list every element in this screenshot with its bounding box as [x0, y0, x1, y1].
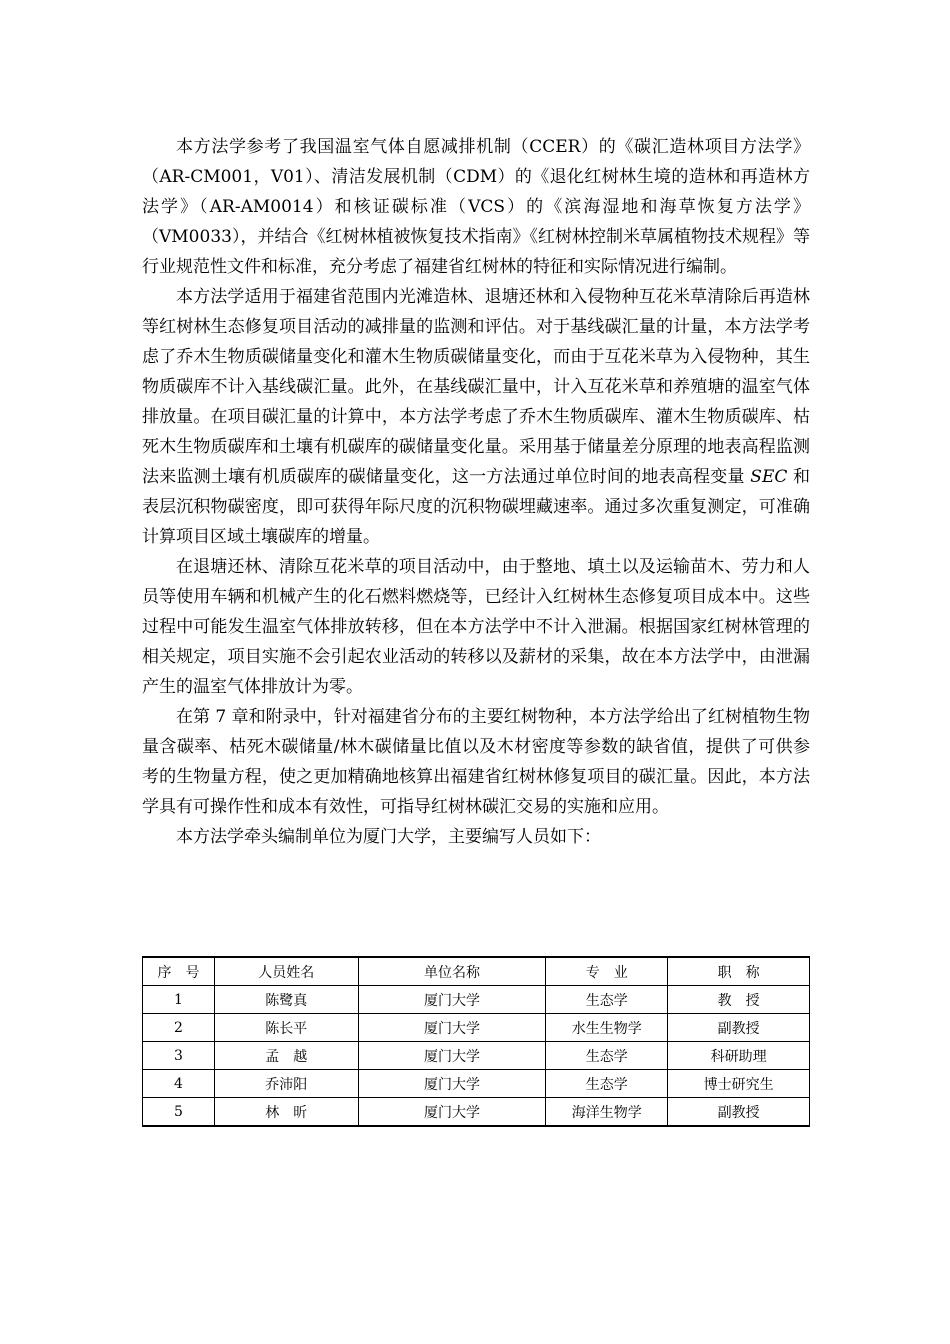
paragraph-leakage: 在退塘还林、清除互花米草的项目活动中，由于整地、填土以及运输苗木、劳力和人员等使用车辆和机械产生的化石燃料燃烧等，已经计入红树林生态修复项目成本中。这些过程中可能发生温室气体排放转移，但在本方法学中不计入泄漏。根据国家红树林管理的相关规定，项目实施不会引起农业活动的转移以及薪材的采集，故在本方法学中，由泄漏产生的温室气体排放计为零。 [142, 557, 810, 697]
cell-major: 生态学 [546, 1070, 668, 1098]
cell-title: 副教授 [668, 1098, 810, 1127]
cell-name: 孟 越 [214, 1042, 358, 1070]
authors-table [142, 956, 810, 1127]
cell-name: 乔沛阳 [214, 1070, 358, 1098]
cell-unit: 厦门大学 [358, 1098, 546, 1127]
table-row [143, 1098, 810, 1127]
scope-text-after: 和表层沉积物碳密度，即可获得年际尺度的沉积物碳埋藏速率。通过多次重复测定，可准确计算项目区域土壤碳库的增量。 [142, 467, 810, 547]
paragraph-references: 本方法学参考了我国温室气体自愿减排机制（CCER）的《碳汇造林项目方法学》（AR-CM001，V01）、清洁发展机制（CDM）的《退化红树林生境的造林和再造林方法学》（AR-AM0014）和核证碳标准（VCS）的《滨海湿地和海草恢复方法学》（VM0033），并结合《红树林植被恢复技术指南》《红树林控制米草属植物技术规程》等行业规范性文件和标准，充分考虑了福建省红树林的特征和实际情况进行编制。 [142, 137, 810, 277]
cell-major: 海洋生物学 [546, 1098, 668, 1127]
paragraph-scope [142, 282, 810, 552]
cell-unit: 厦门大学 [358, 1070, 546, 1098]
cell-title: 博士研究生 [668, 1070, 810, 1098]
cell-major: 水生生物学 [546, 1014, 668, 1042]
cell-index: 1 [143, 986, 215, 1014]
table-row [143, 986, 810, 1014]
header-unit: 单位名称 [358, 957, 546, 986]
table-row [143, 1014, 810, 1042]
sec-term: SEC [750, 467, 788, 487]
cell-name: 陈长平 [214, 1014, 358, 1042]
cell-unit: 厦门大学 [358, 1014, 546, 1042]
header-index: 序 号 [143, 957, 215, 986]
cell-major: 生态学 [546, 986, 668, 1014]
table-row [143, 1042, 810, 1070]
table-header-row [143, 957, 810, 986]
cell-title: 副教授 [668, 1014, 810, 1042]
cell-major: 生态学 [546, 1042, 668, 1070]
cell-title: 教 授 [668, 986, 810, 1014]
header-name: 人员姓名 [214, 957, 358, 986]
table-row [143, 1070, 810, 1098]
cell-index: 2 [143, 1014, 215, 1042]
cell-unit: 厦门大学 [358, 1042, 546, 1070]
paragraph-authors-intro: 本方法学牵头编制单位为厦门大学，主要编写人员如下： [176, 827, 601, 847]
header-major: 专 业 [546, 957, 668, 986]
cell-title: 科研助理 [668, 1042, 810, 1070]
cell-index: 5 [143, 1098, 215, 1127]
paragraph-defaults: 在第 7 章和附录中，针对福建省分布的主要红树物种，本方法学给出了红树植物生物量含碳率、枯死木碳储量/林木碳储量比值以及木材密度等参数的缺省值，提供了可供参考的生物量方程，使之更加精确地核算出福建省红树林修复项目的碳汇量。因此，本方法学具有可操作性和成本有效性，可指导红树林碳汇交易的实施和应用。 [142, 707, 810, 817]
header-title: 职 称 [668, 957, 810, 986]
cell-unit: 厦门大学 [358, 986, 546, 1014]
scope-text-before: 本方法学适用于福建省范围内光滩造林、退塘还林和入侵物种互花米草清除后再造林等红树林生态修复项目活动的减排量的监测和评估。对于基线碳汇量的计量，本方法学考虑了乔木生物质碳储量变化和灌木生物质碳储量变化，而由于互花米草为入侵物种，其生物质碳库不计入基线碳汇量。此外，在基线碳汇量中，计入互花米草和养殖塘的温室气体排放量。在项目碳汇量的计算中，本方法学考虑了乔木生物质碳库、灌木生物质碳库、枯死木生物质碳库和土壤有机碳库的碳储量变化量。采用基于储量差分原理的地表高程监测法来监测土壤有机质碳库的碳储量变化，这一方法通过单位时间的地表高程变量 [142, 287, 810, 487]
cell-name: 陈鹭真 [214, 986, 358, 1014]
cell-name: 林 昕 [214, 1098, 358, 1127]
cell-index: 4 [143, 1070, 215, 1098]
cell-index: 3 [143, 1042, 215, 1070]
body-text [142, 132, 810, 852]
